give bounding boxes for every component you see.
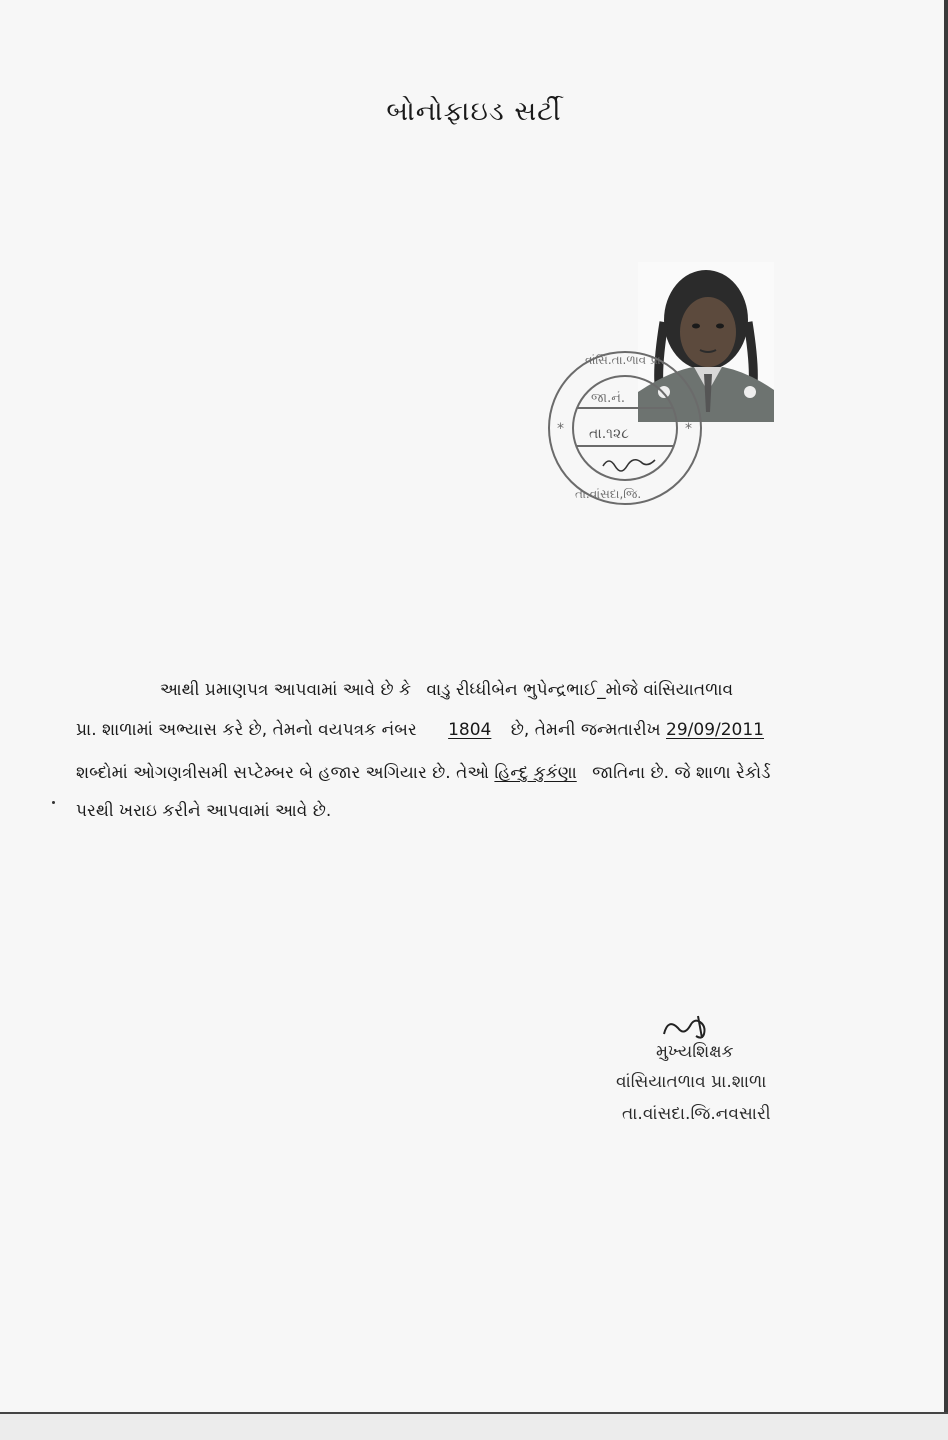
student-name: વાડુ રીધ્ધીબેન ભુપેન્દ્રભાઈ xyxy=(426,680,598,700)
stray-dot xyxy=(52,801,55,804)
line3-post: જાતિના છે. જે શાળા રેકોર્ડ xyxy=(592,763,771,783)
signature-mark xyxy=(658,1012,720,1042)
stamp-inner-1: જા.નં. xyxy=(591,391,626,406)
svg-text:*: * xyxy=(685,421,692,437)
stamp-ring-bottom: તા.વાંસદા,જિ. xyxy=(575,487,642,501)
signatory-school: વાંસિયાતળાવ પ્રા.શાળા xyxy=(616,1072,767,1092)
school-place: મોજે વાંસિયાતળાવ xyxy=(605,680,734,700)
certificate-line-3 xyxy=(76,763,856,783)
school-stamp xyxy=(545,338,705,513)
scan-right-edge xyxy=(944,0,948,1440)
certificate-line-2 xyxy=(76,720,856,740)
line2-mid: છે, તેમની જન્મતારીખ xyxy=(510,720,661,740)
line3-pre: શબ્દોમાં ઓગણત્રીસમી સપ્ટેમ્બર બે હજાર અગિયાર છે. તેઓ xyxy=(76,763,489,783)
signatory-address: તા.વાંસદા.જિ.નવસારી xyxy=(622,1104,771,1124)
register-number: 1804 xyxy=(448,720,492,740)
stamp-inner-2: તા.૧૨૮ xyxy=(589,426,629,442)
certificate-intro: આથી પ્રમાણપત્ર આપવામાં આવે છે કે xyxy=(160,680,411,700)
scan-bottom-edge xyxy=(0,1412,948,1440)
line2-pre: પ્રા. શાળામાં અભ્યાસ કરે છે, તેમનો વયપત્રક નંબર xyxy=(76,720,417,740)
signatory-title: મુખ્યશિક્ષક xyxy=(656,1042,734,1062)
birth-date: 29/09/2011 xyxy=(666,720,764,740)
stamp-ring-top: વાંસિ.તા.ળાવ પ્રા. xyxy=(585,353,665,367)
certificate-line-1: આથી પ્રમાણપત્ર આપવામાં આવે છે કે વાડુ રીધ્ધીબેન ભુપેન્દ્રભાઈ_મોજે વાંસિયાતળાવ xyxy=(160,680,734,700)
certificate-title: બોનોફાઇડ સર્ટી xyxy=(386,96,562,127)
svg-text:*: * xyxy=(557,421,564,437)
caste: હિન્દુ કુકંણા xyxy=(494,763,577,783)
certificate-line-4: પરથી ખરાઇ કરીને આપવામાં આવે છે. xyxy=(76,801,332,821)
